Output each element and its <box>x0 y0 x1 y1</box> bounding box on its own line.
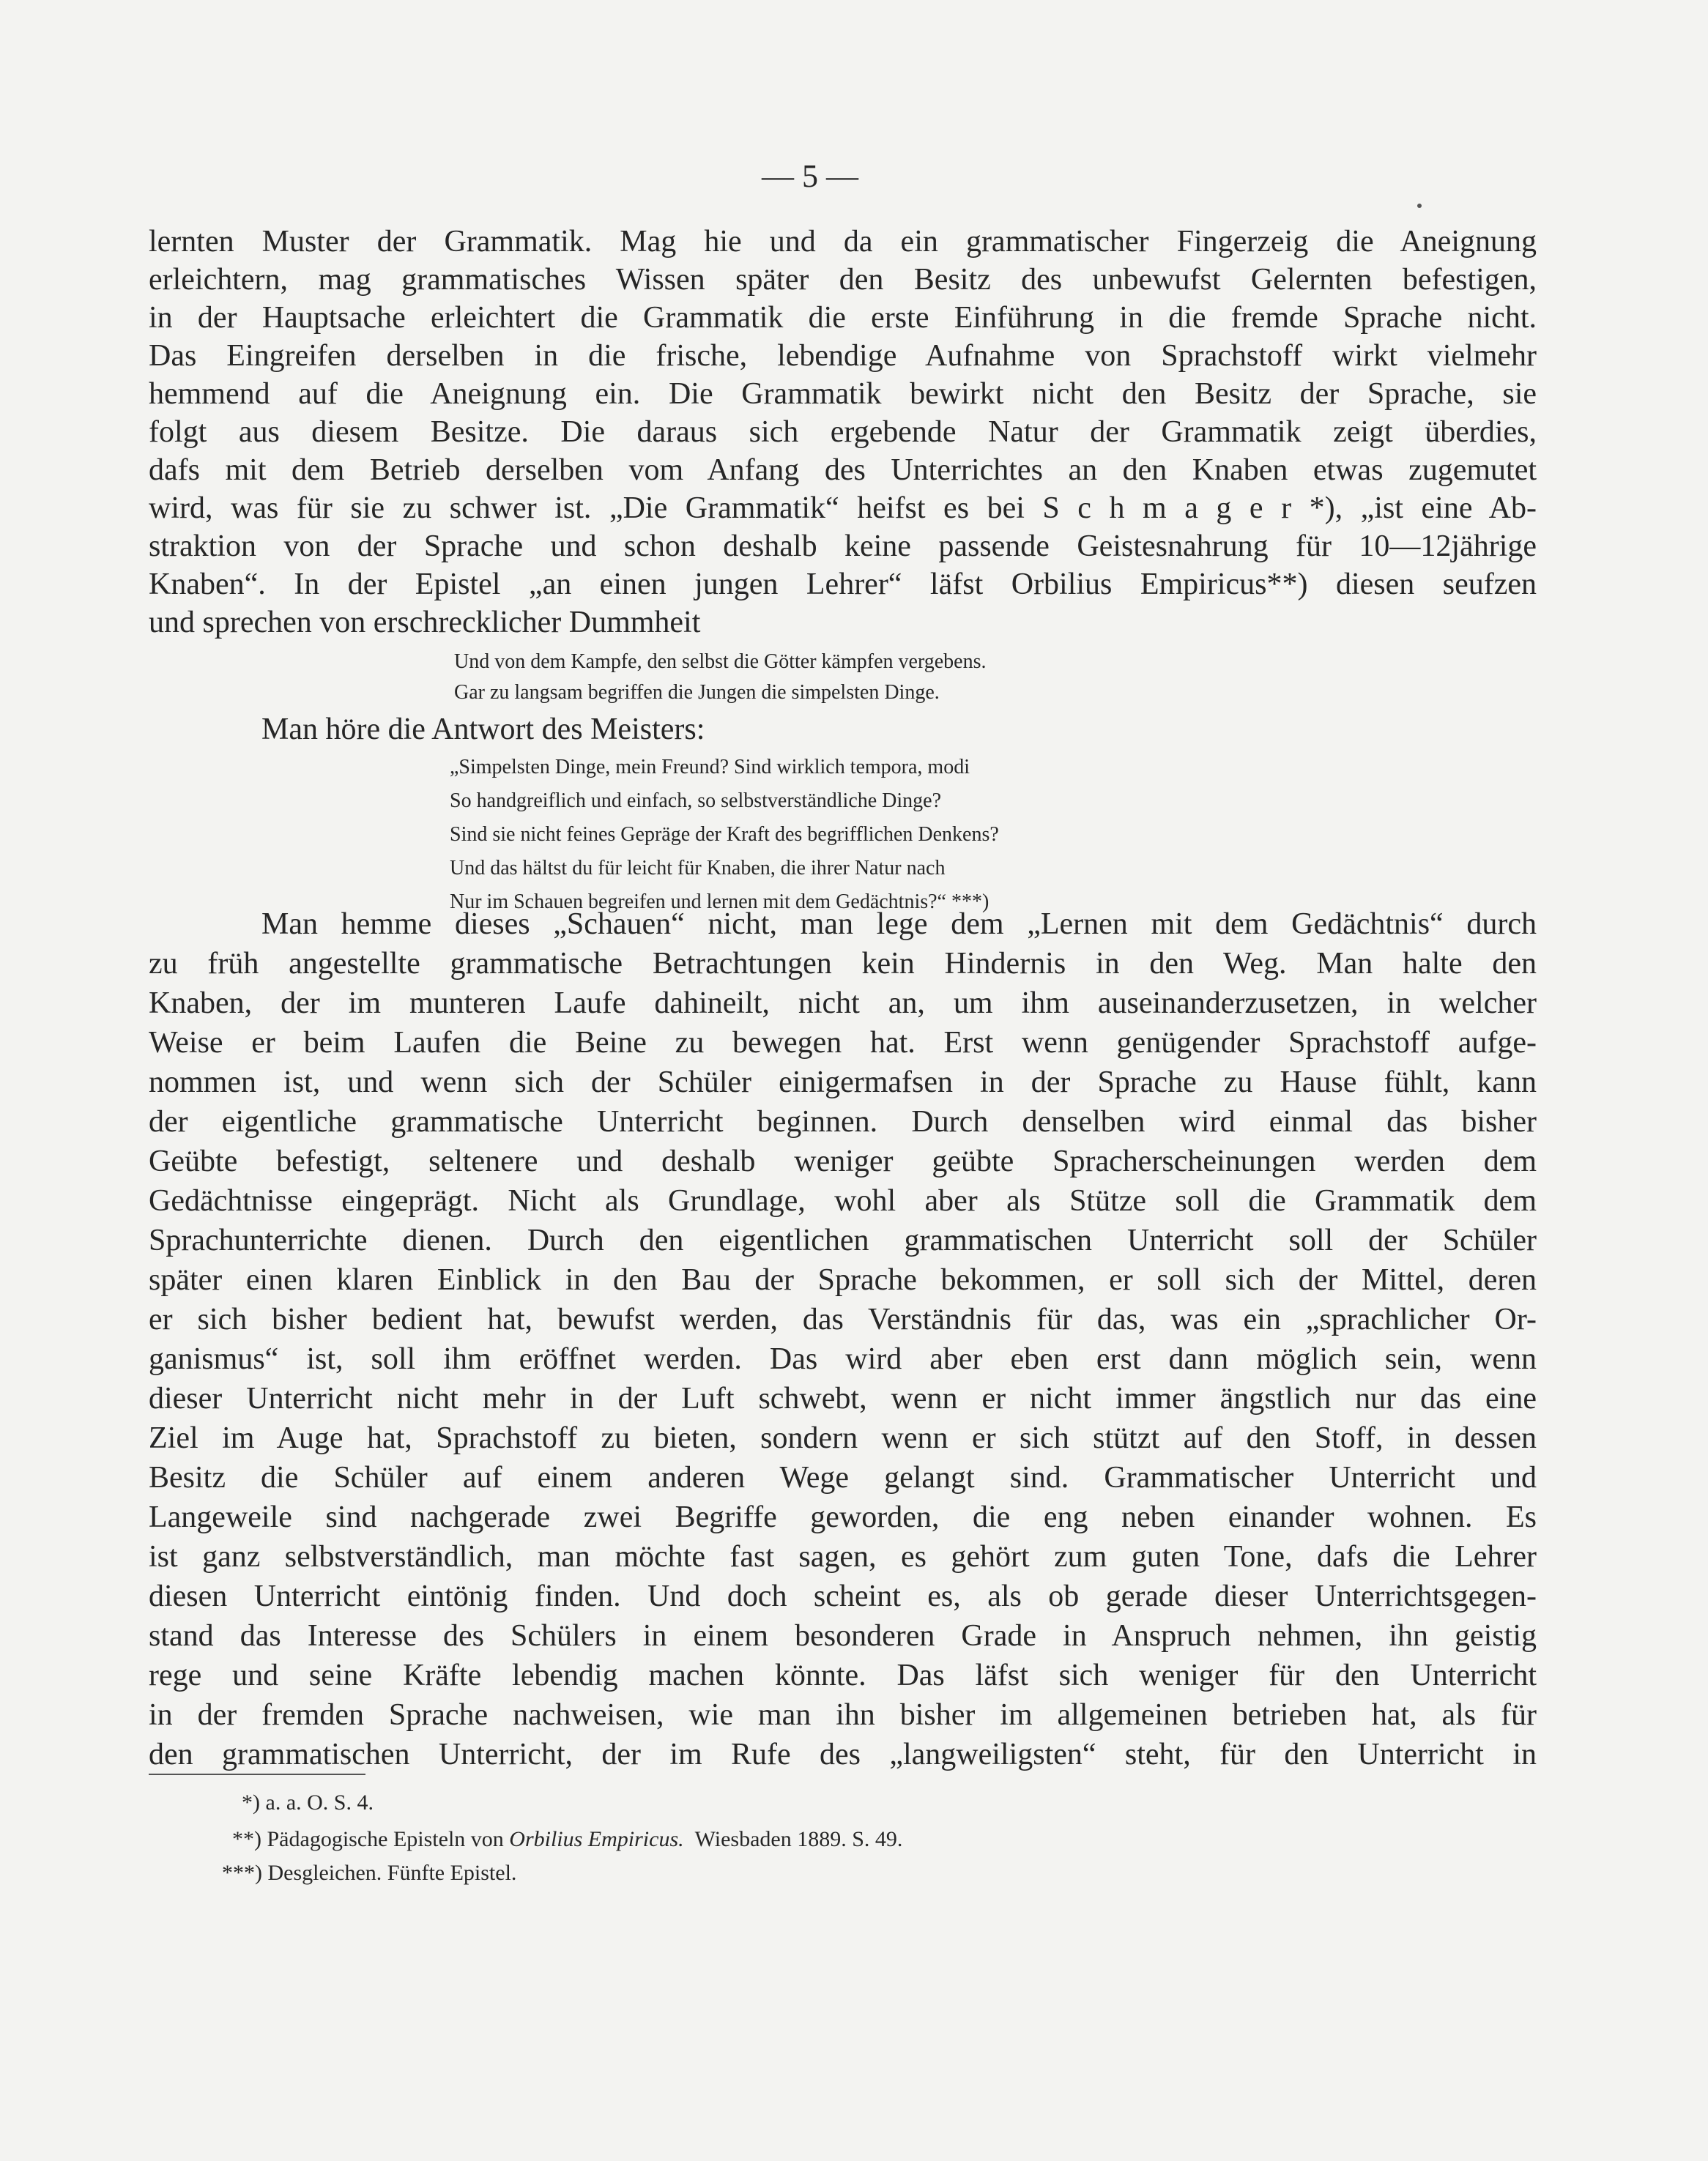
text-line: ganismus“ ist, soll ihm eröffnet werden. Das wird aber eben erst dann möglich sein, wenn <box>149 1342 1537 1376</box>
text-line: er sich bisher bedient hat, bewufst werden, das Verständnis für das, was ein „sprachlicher Or- <box>149 1303 1537 1336</box>
verse-line: Und von dem Kampfe, den selbst die Götter kämpfen vergebens. <box>454 650 987 673</box>
text-line: Knaben, der im munteren Laufe dahineilt, nicht an, um ihm auseinanderzusetzen, in welcher <box>149 986 1537 1020</box>
footnote-text: a. a. O. S. 4. <box>265 1790 374 1815</box>
text-line: dieser Unterricht nicht mehr in der Luft schwebt, wenn er nicht immer ängstlich nur das eine <box>149 1382 1537 1416</box>
text-line: Langeweile sind nachgerade zwei Begriffe geworden, die eng neben einander wohnen. Es <box>149 1500 1537 1534</box>
text-line: stand das Interesse des Schülers in einem besonderen Grade in Anspruch nehmen, ihn geistig <box>149 1619 1537 1653</box>
footnote-2 <box>232 1825 902 1854</box>
footnote-text: Desgleichen. Fünfte Epistel. <box>267 1861 517 1885</box>
verse-line: Und das hältst du für leicht für Knaben, die ihrer Natur nach <box>450 857 946 879</box>
footnote-author: Orbilius Empiricus. <box>509 1827 684 1851</box>
text-line: später einen klaren Einblick in den Bau der Sprache bekommen, er soll sich der Mittel, deren <box>149 1263 1537 1297</box>
text-line: Man hemme dieses „Schauen“ nicht, man lege dem „Lernen mit dem Gedächtnis“ durch <box>261 907 1537 941</box>
verse-line: So handgreiflich und einfach, so selbstverständliche Dinge? <box>450 789 942 812</box>
text-line: in der Hauptsache erleichtert die Grammatik die erste Einführung in die fremde Sprache nicht. <box>149 301 1537 335</box>
text-line: nommen ist, und wenn sich der Schüler einigermafsen in der Sprache zu Hause fühlt, kann <box>149 1065 1537 1099</box>
verse-line: Gar zu langsam begriffen die Jungen die simpelsten Dinge. <box>454 681 940 704</box>
text-line: den grammatischen Unterricht, der im Rufe des „langweiligsten“ steht, für den Unterricht in <box>149 1738 1537 1771</box>
text-line: und sprechen von erschrecklicher Dummheit <box>149 606 701 639</box>
text-line: dafs mit dem Betrieb derselben vom Anfang des Unterrichtes an den Knaben etwas zugemutet <box>149 453 1537 487</box>
text-line: erleichtern, mag grammatisches Wissen später den Besitz des unbewufst Gelernten befestigen, <box>149 263 1537 297</box>
footnote-rule <box>149 1774 365 1775</box>
verse-line: Sind sie nicht feines Gepräge der Kraft des begrifflichen Denkens? <box>450 823 999 846</box>
text-line: hemmend auf die Aneignung ein. Die Grammatik bewirkt nicht den Besitz der Sprache, sie <box>149 377 1537 411</box>
scan-speck <box>1417 204 1422 208</box>
text-line: ist ganz selbstverständlich, man möchte fast sagen, es gehört zum guten Tone, dafs die Lehrer <box>149 1540 1537 1574</box>
text-line: Knaben“. In der Epistel „an einen jungen Lehrer“ läfst Orbilius Empiricus**) diesen seufzen <box>149 568 1537 601</box>
text-line: zu früh angestellte grammatische Betrachtungen kein Hindernis in den Weg. Man halte den <box>149 947 1537 981</box>
footnote-text: Pädagogische Episteln von <box>267 1827 504 1851</box>
text-line: in der fremden Sprache nachweisen, wie man ihn bisher im allgemeinen betrieben hat, als für <box>149 1698 1537 1732</box>
footnote-text: Wiesbaden 1889. S. 49. <box>694 1827 903 1851</box>
page-number: — 5 — <box>762 158 858 194</box>
verse-line: Nur im Schauen begreifen und lernen mit dem Gedächtnis?“ ***) <box>450 890 989 913</box>
text-line: lernten Muster der Grammatik. Mag hie und da ein grammatischer Fingerzeig die Aneignung <box>149 225 1537 258</box>
text-line: folgt aus diesem Besitze. Die daraus sich ergebende Natur der Grammatik zeigt überdies, <box>149 415 1537 449</box>
text-line: der eigentliche grammatische Unterricht beginnen. Durch denselben wird einmal das bisher <box>149 1105 1537 1139</box>
text-line: Besitz die Schüler auf einem anderen Wege gelangt sind. Grammatischer Unterricht und <box>149 1461 1537 1495</box>
text-line: rege und seine Kräfte lebendig machen könnte. Das läfst sich weniger für den Unterricht <box>149 1659 1537 1692</box>
text-line: Sprachunterrichte dienen. Durch den eigentlichen grammatischen Unterricht soll der Schüler <box>149 1224 1537 1257</box>
footnote-mark: *) <box>242 1790 260 1815</box>
text-line: wird, was für sie zu schwer ist. „Die Grammatik“ heifst es bei S c h m a g e r *), „ist eine Ab- <box>149 491 1537 525</box>
text-line: Das Eingreifen derselben in die frische, lebendige Aufnahme von Sprachstoff wirkt vielmehr <box>149 339 1537 373</box>
text-line: Gedächtnisse eingeprägt. Nicht als Grundlage, wohl aber als Stütze soll die Grammatik dem <box>149 1184 1537 1218</box>
footnote-1 <box>242 1788 374 1818</box>
text-line: Ziel im Auge hat, Sprachstoff zu bieten, sondern wenn er sich stützt auf den Stoff, in dessen <box>149 1421 1537 1455</box>
verse-intro: Man höre die Antwort des Meisters: <box>261 713 705 746</box>
verse-line: „Simpelsten Dinge, mein Freund? Sind wirklich tempora, modi <box>450 756 970 778</box>
text-line: diesen Unterricht eintönig finden. Und doch scheint es, als ob gerade dieser Unterrichtsgegen- <box>149 1580 1537 1613</box>
footnote-mark: **) <box>232 1827 261 1851</box>
footnote-mark: ***) <box>222 1861 262 1885</box>
footnote-3 <box>222 1859 516 1888</box>
text-line: Weise er beim Laufen die Beine zu bewegen hat. Erst wenn genügender Sprachstoff aufge- <box>149 1026 1537 1060</box>
text-line: Geübte befestigt, seltenere und deshalb weniger geübte Spracherscheinungen werden dem <box>149 1145 1537 1178</box>
text-line: straktion von der Sprache und schon deshalb keine passende Geistesnahrung für 10—12jährige <box>149 529 1537 563</box>
